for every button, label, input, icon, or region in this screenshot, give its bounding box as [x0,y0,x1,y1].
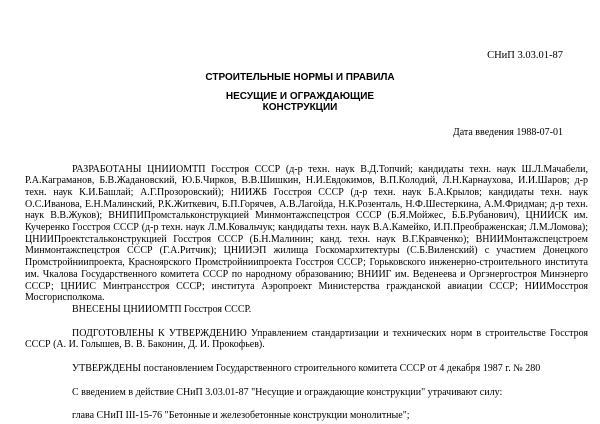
main-title: СТРОИТЕЛЬНЫЕ НОРМЫ И ПРАВИЛА [205,72,395,83]
paragraph-superseded-item: глава СНиП III-15-76 "Бетонные и железобетонные конструкции монолитные"; [72,410,410,422]
subtitle-line1: НЕСУЩИЕ И ОГРАЖДАЮЩИЕ [225,90,375,102]
subtitle [0,91,600,114]
paragraph-developed-by: РАЗРАБОТАНЫ ЦНИИОМТП Госстроя СССР (д-р техн. наук В.Д.Топчий; кандидаты техн. наук Ш.Л.Мачабели, Р.А.Каграманов, Б.В.Жадановский, Ю.Б.Чирков, В.В.Шишкин, Н.И.Евдокимов, В.П.Колодий, Л.Н.Карнаухова, И.И.Шаров; д-р техн. наук К.И.Башлай; А.Г.Прозоровский); НИИЖБ Госстроя СССР (д-р техн. наук Б.А.Крылов; кандидаты техн. наук О.С.Иванова, Е.Н.Малинский, Р.К.Житкевич, Б.П.Горячев, А.В.Лагойда, Н.К.Розенталь, Н.Ф.Шестеркина, А.М.Фридман; д-р техн. наук В.В.Жуков); ВНИПИПромстальконструкцией Минмонтажспецстроя СССР (Б.Я.Мойжес, Б.Б.Рубанович), ЦНИИСК им. Кучеренко Госстроя СССР (д-р техн. наук Л.М.Ковальчук; кандидаты техн. наук В.А.Камейко, И.П.Преображенская; Л.М.Ломова); ЦНИИПроектстальконструкцией Госстроя СССР (Б.Н.Малинин; канд. техн. наук В.Г.Кравченко); ВНИИМонтажспецстроем Минмонтажспецстроя СССР (Г.А.Ритчик); ЦНИИЭП жилища Госкомархитектуры (С.Б.Виленский) с участием Донецкого Промстройниипроекта, Красноярского Промстройниипроекта Госстроя СССР; Горьковского инженерно-строительного института им. Чкалова Государственного комитета СССР по народному образованию; ВНИИГ им. Веденеева и Оргэнергостроя Минэнерго СССР; ЦНИИС Минтрансстроя СССР; института Аэропроект Министерства гражданской авиации СССР; НИИМосстроя Мосгорисполкома. [25,163,588,304]
paragraph-submitted-by: ВНЕСЕНЫ ЦНИИОМТП Госстроя СССР. [72,303,252,315]
paragraph-supersedes-intro: С введением в действие СНиП 3.03.01-87 "Несущие и ограждающие конструкции" утрачивают силу: [72,386,503,398]
document-body [0,164,600,423]
subtitle-line2: КОНСТРУКЦИИ [262,102,338,113]
effective-date: Дата введения 1988-07-01 [452,126,563,138]
paragraph-prepared-by: ПОДГОТОВЛЕНЫ К УТВЕРЖДЕНИЮ Управлением стандартизации и технических норм в строительстве Госстроя СССР (А. И. Голышев, В. В. Баконин, Д. И. Прокофьев). [25,327,588,351]
paragraph-approved-by: УТВЕРЖДЕНЫ постановлением Государственного строительного комитета СССР от 4 декабря 1987 г. № 280 [72,363,541,375]
doc-number: СНиП 3.03.01-87 [487,50,563,61]
